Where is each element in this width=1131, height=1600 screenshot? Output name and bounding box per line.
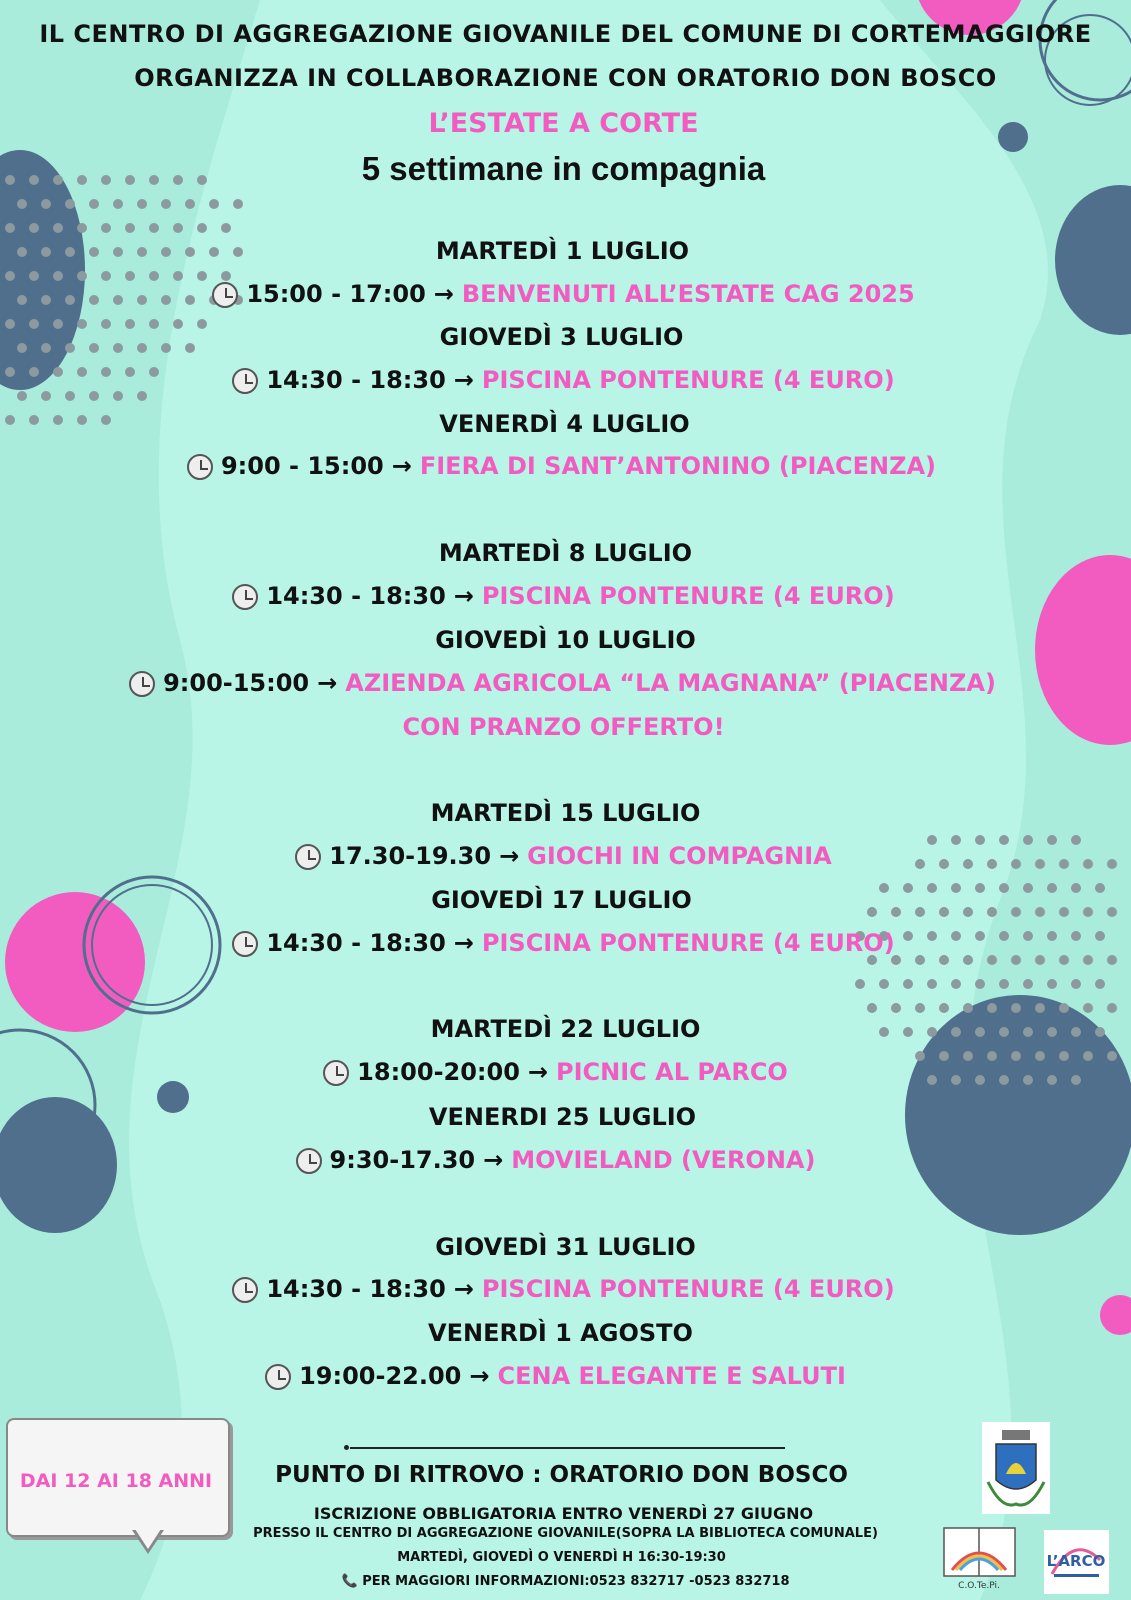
- schedule-day: GIOVEDÌ 10 LUGLIO: [435, 626, 696, 654]
- schedule-event: [0, 1275, 1129, 1303]
- event-subtitle: 5 settimane in compagnia: [361, 150, 766, 187]
- event-activity: GIOCHI IN COMPAGNIA: [527, 842, 832, 870]
- event-activity: AZIENDA AGRICOLA “LA MAGNANA” (PIACENZA): [345, 669, 996, 697]
- clock-icon: [232, 368, 258, 394]
- clock-icon: [265, 1364, 291, 1390]
- event-activity: MOVIELAND (VERONA): [511, 1146, 816, 1174]
- event-activity: CENA ELEGANTE E SALUTI: [497, 1362, 846, 1390]
- registration-deadline: ISCRIZIONE OBBLIGATORIA ENTRO VENERDÌ 27 GIUGNO: [313, 1504, 814, 1523]
- phone-icon: 📞: [341, 1574, 358, 1589]
- clock-icon: [232, 1277, 258, 1303]
- schedule-event: [0, 366, 1129, 394]
- registration-location: PRESSO IL CENTRO DI AGGREGAZIONE GIOVANILE(SOPRA LA BIBLIOTECA COMUNALE): [253, 1526, 878, 1541]
- schedule-event: [0, 582, 1129, 610]
- arrow-icon: →: [391, 452, 412, 480]
- arrow-icon: →: [433, 280, 454, 308]
- arrow-icon: →: [483, 1146, 504, 1174]
- comune-coat-of-arms-logo: [982, 1422, 1050, 1514]
- schedule-event: [0, 669, 1128, 697]
- clock-icon: [212, 282, 238, 308]
- event-time: 14:30 - 18:30: [266, 1275, 446, 1303]
- event-extra-note: CON PRANZO OFFERTO!: [402, 713, 725, 741]
- event-time: 14:30 - 18:30: [266, 582, 446, 610]
- schedule-event: [0, 929, 1129, 957]
- schedule-event: [0, 1058, 1121, 1086]
- schedule-day: MARTEDÌ 8 LUGLIO: [438, 539, 693, 567]
- clock-icon: [129, 671, 155, 697]
- arco-logo-text: L’ARCO: [1046, 1552, 1106, 1570]
- clock-icon: [323, 1060, 349, 1086]
- event-time: 19:00-22.00: [299, 1362, 462, 1390]
- cotepi-logo-text: C.O.Te.Pi.: [958, 1581, 1000, 1590]
- schedule-event: [0, 842, 1129, 870]
- event-brand-title: L’ESTATE A CORTE: [428, 108, 699, 139]
- meeting-point: PUNTO DI RITROVO : ORATORIO DON BOSCO: [275, 1462, 848, 1488]
- contact-phone-numbers: PER MAGGIORI INFORMAZIONI:0523 832717 -0523 832718: [362, 1574, 790, 1589]
- arrow-icon: →: [317, 669, 338, 697]
- age-badge: DAI 12 AI 18 ANNI: [19, 1470, 213, 1492]
- clock-icon: [296, 1148, 322, 1174]
- event-time: 17.30-19.30: [329, 842, 492, 870]
- clock-icon: [295, 844, 321, 870]
- schedule-day: VENERDÌ 1 AGOSTO: [428, 1319, 693, 1347]
- arrow-icon: →: [453, 1275, 474, 1303]
- arrow-icon: →: [453, 366, 474, 394]
- schedule-day: VENERDI 25 LUGLIO: [428, 1103, 697, 1131]
- arrow-icon: →: [469, 1362, 490, 1390]
- arrow-icon: →: [453, 582, 474, 610]
- event-activity: PICNIC AL PARCO: [556, 1058, 788, 1086]
- event-activity: PISCINA PONTENURE (4 EURO): [481, 929, 895, 957]
- registration-hours: MARTEDÌ, GIOVEDÌ O VENERDÌ H 16:30-19:30: [397, 1550, 726, 1565]
- event-time: 9:30-17.30: [329, 1146, 476, 1174]
- event-activity: FIERA DI SANT’ANTONINO (PIACENZA): [419, 452, 937, 480]
- arrow-icon: →: [499, 842, 520, 870]
- event-time: 14:30 - 18:30: [266, 366, 446, 394]
- schedule-event: [0, 280, 1129, 308]
- arco-logo: [1044, 1530, 1109, 1594]
- event-activity: BENVENUTI ALL’ESTATE CAG 2025: [461, 280, 915, 308]
- clock-icon: [232, 931, 258, 957]
- divider: [350, 1447, 785, 1449]
- schedule-day: MARTEDÌ 15 LUGLIO: [430, 799, 701, 827]
- event-activity: PISCINA PONTENURE (4 EURO): [481, 366, 895, 394]
- cotepi-logo: [942, 1526, 1017, 1590]
- header-line-2: ORGANIZZA IN COLLABORAZIONE CON ORATORIO DON BOSCO: [134, 64, 997, 92]
- schedule-day: MARTEDÌ 22 LUGLIO: [430, 1015, 701, 1043]
- schedule-day: GIOVEDÌ 3 LUGLIO: [439, 323, 684, 351]
- event-time: 14:30 - 18:30: [266, 929, 446, 957]
- event-time: 15:00 - 17:00: [246, 280, 426, 308]
- event-activity: PISCINA PONTENURE (4 EURO): [481, 582, 895, 610]
- arrow-icon: →: [453, 929, 474, 957]
- clock-icon: [187, 454, 213, 480]
- schedule-event: [0, 1146, 1121, 1174]
- event-activity: PISCINA PONTENURE (4 EURO): [481, 1275, 895, 1303]
- event-time: 18:00-20:00: [357, 1058, 520, 1086]
- schedule-day: GIOVEDÌ 17 LUGLIO: [431, 886, 692, 914]
- schedule-day: MARTEDÌ 1 LUGLIO: [435, 237, 690, 265]
- schedule-event: [0, 452, 1127, 480]
- event-time: 9:00-15:00: [163, 669, 310, 697]
- schedule-event: [0, 1362, 1121, 1390]
- header-line-1: IL CENTRO DI AGGREGAZIONE GIOVANILE DEL COMUNE DI CORTEMAGGIORE: [39, 20, 1092, 48]
- arrow-icon: →: [527, 1058, 549, 1086]
- schedule-day: VENERDÌ 4 LUGLIO: [439, 410, 690, 438]
- clock-icon: [232, 584, 258, 610]
- event-time: 9:00 - 15:00: [220, 452, 384, 480]
- schedule-day: GIOVEDÌ 31 LUGLIO: [435, 1233, 696, 1261]
